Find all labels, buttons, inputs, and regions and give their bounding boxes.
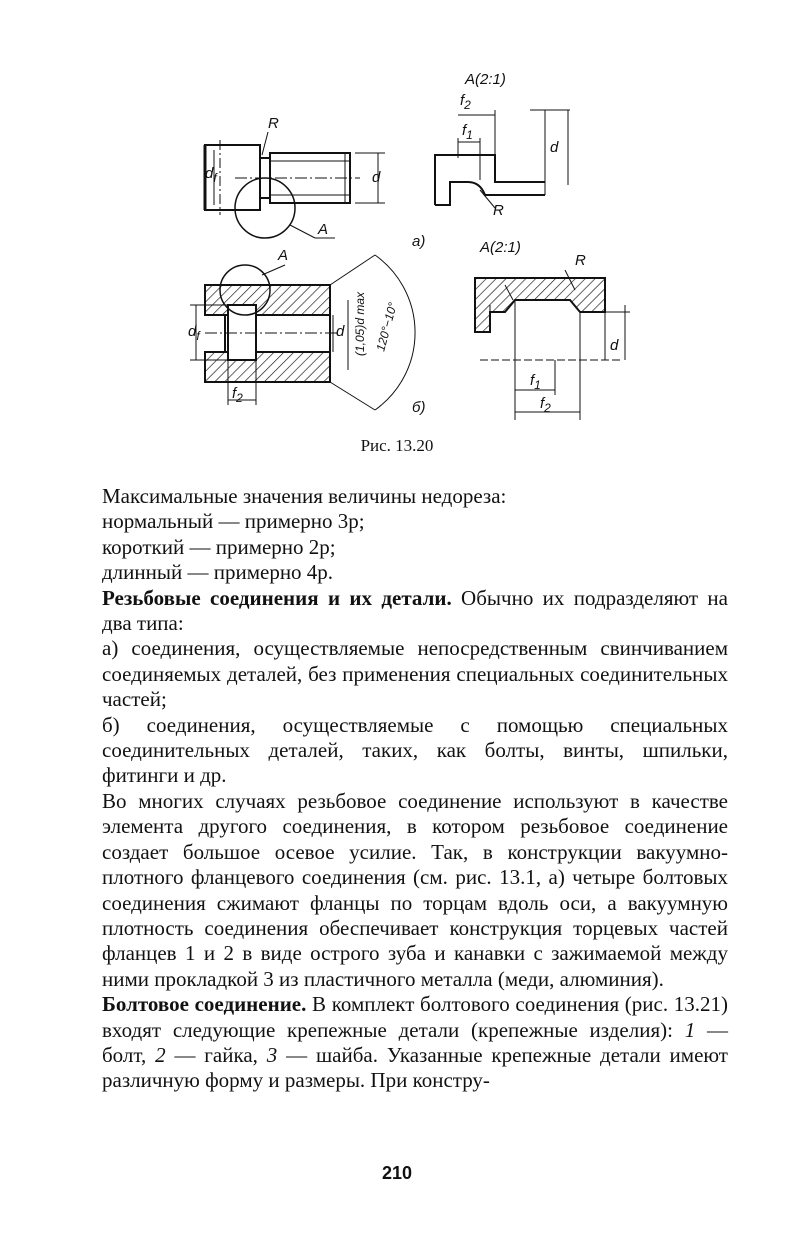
label-f2-top: $f_2$	[460, 92, 471, 112]
text-line-2: нормальный — примерно 3p;	[102, 509, 365, 534]
detail-a-bottom	[475, 270, 630, 420]
thread-undercut-drawing	[150, 60, 650, 420]
label-view-b-mark: б)	[412, 399, 426, 416]
label-dmax: (1,05)d max	[353, 291, 367, 356]
label-d-bottom: d	[610, 337, 619, 354]
label-r-a: R	[268, 115, 279, 132]
paragraph-bolt-joint: Болтовое соединение. В комплект болтового соединения (рис. 13.21) входят следующие крепежные детали (крепежные изделия): 1 — болт, 2 — гайка, 3 — шайба. Указанные крепежные детали имеют различную форму и размеры. При констру-	[102, 992, 729, 1093]
label-d-b: d	[336, 323, 345, 340]
heading-threaded-joints: Резьбовые соединения и их детали.	[102, 585, 452, 610]
page-number: 210	[381, 1163, 413, 1183]
label-d-top: d	[550, 139, 559, 156]
label-angle: 120°−10°	[373, 300, 400, 353]
label-f1-top: $f_1$	[462, 122, 473, 142]
paragraph-threaded-joints: Резьбовые соединения и их детали. Обычно их подразделяют на два типа:	[102, 585, 728, 636]
label-df-a: $d_f$	[205, 165, 217, 185]
label-f2-b: $f_2$	[232, 385, 243, 405]
label-f2-bottom: $f_2$	[540, 395, 551, 415]
label-a-view-a: A	[318, 221, 329, 238]
heading-bolt-joint: Болтовое соединение.	[102, 992, 307, 1017]
text-line-4: длинный — примерно 4p.	[102, 560, 334, 585]
label-detail-a-top: A(2:1)	[465, 71, 506, 88]
text-line-3: короткий — примерно 2p;	[102, 534, 336, 559]
label-d-a: d	[372, 169, 381, 186]
label-r-bottom: R	[575, 252, 586, 269]
body-text	[102, 484, 728, 1094]
item-b: б) соединения, осуществляемые с помощью специальных соединительных деталей, таких, как болты, винты, шпильки, фитинги и др.	[102, 712, 728, 788]
figure-caption: Рис. 13.20	[360, 436, 434, 455]
label-detail-a-bottom: A(2:1)	[480, 239, 521, 256]
label-view-a-mark: а)	[412, 233, 426, 250]
paragraph-flange: Во многих случаях резьбовое соединение используют в качестве элемента другого соединения, в котором резьбовое соединение создает большое осевое усилие. Так, в конструкции вакуумно-плотного фланцевого соединения (см. рис. 13.1, а) четыре болтовых соединения сжимают фланцы по торцам вдоль оси, а вакуумную плотность соединения обеспечивает конструкция торцевых частей фланцев 1 и 2 в виде острого зуба и канавки с зажимаемой между ними прокладкой 3 из пластичного металла (меди, алюминия).	[102, 788, 728, 991]
view-a-bolt	[205, 132, 385, 238]
label-a-view-b: A	[278, 247, 289, 264]
text-line-1: Максимальные значения величины недореза:	[102, 484, 507, 508]
detail-a-top	[435, 110, 570, 208]
item-a: а) соединения, осуществляемые непосредственным свинчиванием соединяемых деталей, без применения специальных соединительных частей;	[102, 636, 728, 712]
label-df-b: $d_f$	[188, 323, 200, 343]
label-r-top: R	[493, 202, 504, 219]
label-f1-bottom: $f_1$	[530, 372, 541, 392]
technical-drawing-figure	[150, 60, 650, 420]
